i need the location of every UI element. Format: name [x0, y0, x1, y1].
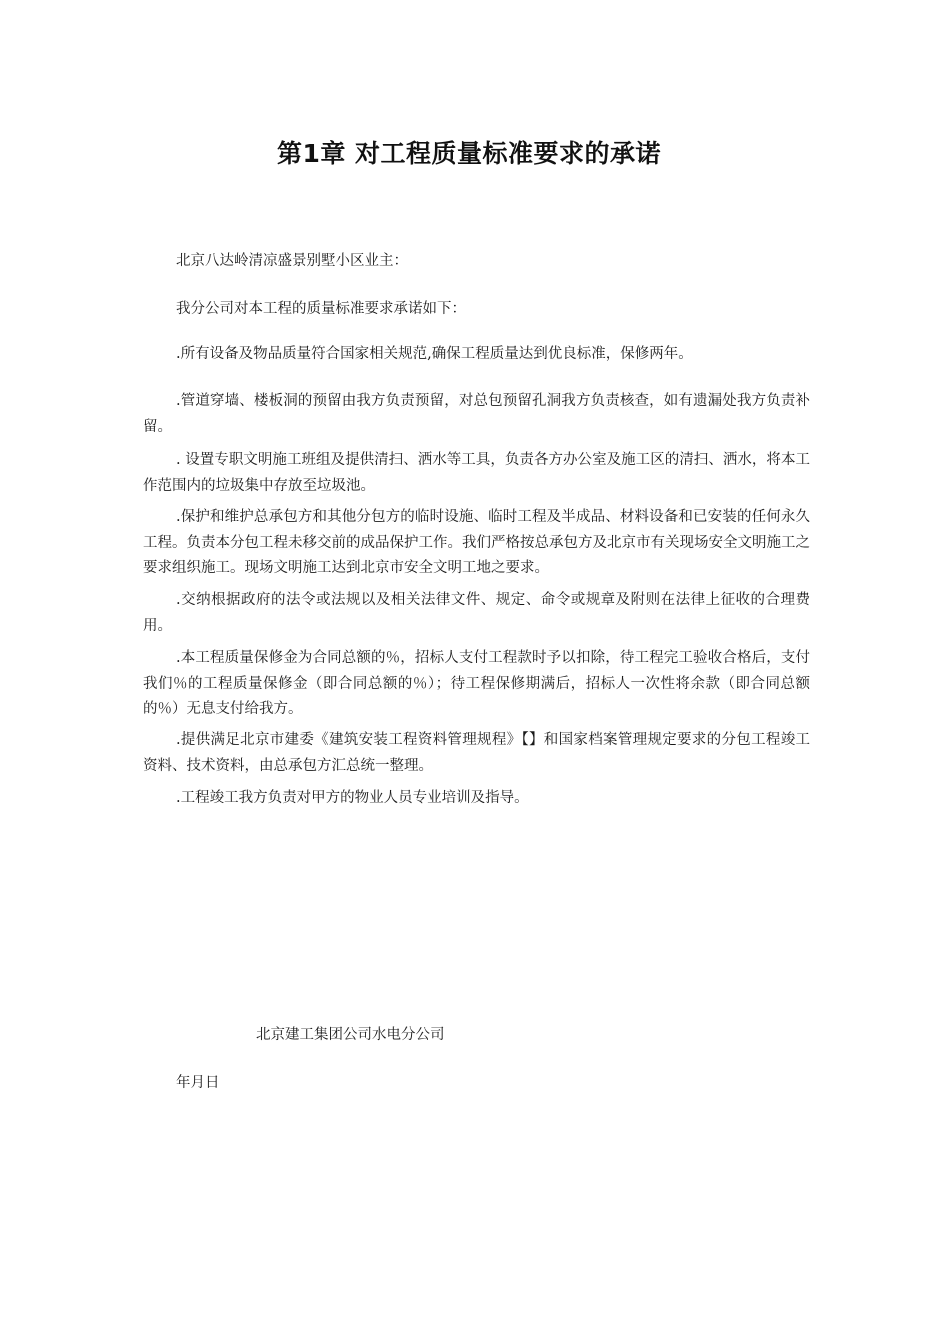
salutation: 北京八达岭清凉盛景别墅小区业主： — [176, 253, 408, 269]
commitment-item-2: .管道穿墙、楼板洞的预留由我方负责预留，对总包预留孔洞我方负责核查，如有遗漏处我方负责补留。 — [143, 393, 810, 435]
commitment-item-5: .交纳根据政府的法令或法规以及相关法律文件、规定、命令或规章及附则在法律上征收的合理费用。 — [143, 592, 810, 634]
page-title: 第1章 对工程质量标准要求的承诺 — [276, 139, 662, 168]
intro-paragraph: 我分公司对本工程的质量标准要求承诺如下： — [176, 301, 466, 317]
commitment-item-3: . 设置专职文明施工班组及提供清扫、洒水等工具，负责各方办公室及施工区的清扫、洒水，将本工作范围内的垃圾集中存放至垃圾池。 — [143, 452, 810, 494]
commitment-item-6: .本工程质量保修金为合同总额的％，招标人支付工程款时予以扣除，待工程完工验收合格后，支付我们％的工程质量保修金（即合同总额的％）；待工程保修期满后，招标人一次性将余款（即合同总额的％）无息支付给我方。 — [143, 650, 810, 717]
commitment-item-8: .工程竣工我方负责对甲方的物业人员专业培训及指导。 — [176, 790, 529, 806]
commitment-item-4: .保护和维护总承包方和其他分包方的临时设施、临时工程及半成品、材料设备和已安装的任何永久工程。负责本分包工程未移交前的成品保护工作。我们严格按总承包方及北京市有关现场安全文明施工之要求组织施工。现场文明施工达到北京市安全文明工地之要求。 — [143, 509, 810, 576]
commitment-item-7: .提供满足北京市建委《建筑安装工程资料管理规程》【】和国家档案管理规定要求的分包工程竣工资料、技术资料，由总承包方汇总统一整理。 — [143, 732, 810, 774]
commitment-item-1: .所有设备及物品质量符合国家相关规范,确保工程质量达到优良标准，保修两年。 — [176, 346, 693, 362]
signature-date: 年月日 — [176, 1075, 220, 1091]
signature-company: 北京建工集团公司水电分公司 — [256, 1027, 445, 1043]
